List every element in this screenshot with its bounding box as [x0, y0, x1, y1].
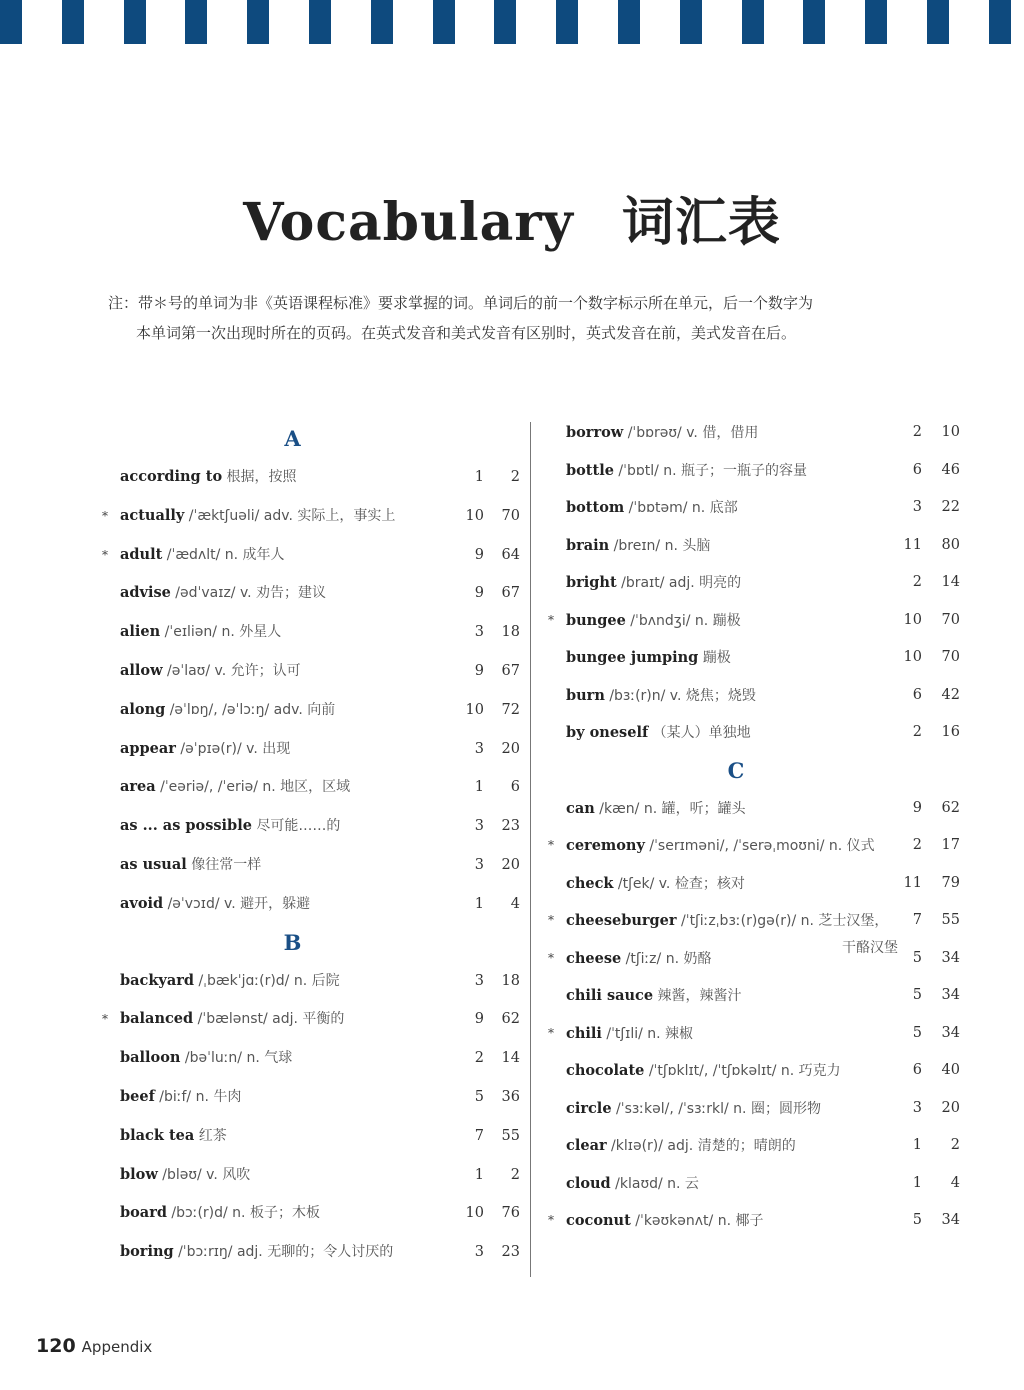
entry-definition: /bəˈluːn/ n. 气球: [180, 1050, 293, 1067]
star-marker: *: [102, 1012, 108, 1027]
entry-definition: 像往常一样: [186, 856, 262, 873]
entry-unit: 10: [903, 611, 922, 628]
star-marker: *: [548, 913, 554, 927]
entry-unit: 2: [912, 574, 922, 590]
vocab-entry: [100, 768, 525, 807]
entry-page: 14: [941, 574, 960, 590]
entry-word: ceremony: [566, 837, 645, 854]
vocab-entry: [546, 940, 966, 978]
vocab-entry: [546, 527, 966, 565]
entry-text: [566, 940, 711, 979]
stripe-block: [618, 0, 640, 44]
note-paragraph: [108, 288, 968, 348]
entry-definition: /tʃiːz/ n. 奶酪: [621, 950, 712, 967]
entry-page: 42: [941, 686, 960, 703]
vocab-entry: [546, 714, 966, 752]
entry-unit: 3: [474, 624, 484, 641]
page-title: [0, 180, 1024, 255]
entry-word: according to: [120, 468, 223, 485]
entry-page: 14: [501, 1050, 520, 1067]
vocab-column-right: [546, 414, 966, 1240]
footer-label: Appendix: [81, 1338, 153, 1356]
entry-text: [120, 458, 297, 497]
entry-unit: 2: [474, 1050, 484, 1067]
entry-text: [120, 885, 310, 924]
entry-definition: /braɪt/ adj. 明亮的: [616, 575, 742, 591]
entry-unit: 9: [474, 662, 484, 679]
entry-text: [566, 527, 710, 566]
entry-page: 72: [501, 701, 520, 718]
entry-word: bungee: [566, 611, 626, 629]
vocab-entry: [546, 1015, 966, 1053]
entry-definition: /əˈvɔɪd/ v. 避开，躲避: [163, 895, 311, 912]
entry-word: as ... as possible: [120, 817, 252, 835]
entry-word: brain: [566, 536, 610, 554]
vocab-entry: [546, 865, 966, 903]
entry-unit: 3: [474, 1244, 484, 1261]
vocab-entry: [546, 1052, 966, 1090]
entry-page: 34: [941, 1212, 960, 1228]
entry-unit: 10: [465, 701, 484, 718]
star-marker: *: [102, 508, 108, 523]
entry-definition: /ˈkəʊkənʌt/ n. 椰子: [630, 1213, 764, 1229]
entry-page: 70: [501, 507, 520, 524]
entry-page: 34: [941, 1024, 960, 1041]
entry-unit: 9: [474, 546, 484, 563]
section-letter: B: [283, 929, 302, 955]
entry-unit: 9: [474, 585, 484, 602]
entry-page: 10: [941, 424, 960, 440]
entry-text: [566, 977, 742, 1016]
entry-text: [566, 639, 731, 678]
entry-unit: 6: [912, 461, 922, 478]
entry-text: [120, 768, 350, 807]
entry-text: [120, 962, 340, 1001]
entry-word: actually: [120, 506, 185, 524]
stripe-block: [247, 0, 269, 44]
entry-word: beef: [120, 1087, 155, 1105]
entry-unit: 2: [912, 837, 922, 853]
stripe-block: [124, 0, 146, 44]
vocab-entry: [546, 1202, 966, 1240]
entry-page: 6: [510, 779, 520, 796]
vocab-entry: [100, 691, 525, 730]
entry-unit: 1: [912, 1137, 922, 1153]
entry-unit: 10: [465, 1205, 484, 1222]
entry-definition: /əˈpɪə(r)/ v. 出现: [175, 740, 291, 757]
entry-page: 2: [510, 1166, 520, 1183]
vocab-entry: [100, 574, 525, 613]
entry-page: 34: [941, 949, 960, 966]
entry-definition: /ˈbɒtl/ n. 瓶子；一瓶子的容量: [613, 462, 808, 479]
entry-page: 20: [501, 856, 520, 873]
entry-page: 2: [950, 1137, 960, 1153]
entry-unit: 7: [474, 1127, 484, 1144]
entry-text: [566, 790, 746, 829]
star-marker: *: [548, 1025, 554, 1040]
entry-unit: 6: [912, 1062, 922, 1078]
entry-page: 36: [501, 1088, 520, 1105]
entry-word: chili: [566, 1024, 602, 1042]
vocab-entry: [546, 977, 966, 1015]
entry-definition: /ˈbɒrəʊ/ v. 借，借用: [623, 425, 759, 441]
entry-definition: 红茶: [194, 1127, 227, 1144]
stripe-block: [680, 0, 702, 44]
entry-text: [120, 1117, 227, 1156]
entry-word: area: [120, 778, 156, 796]
entry-word: alien: [120, 623, 161, 641]
entry-text: [566, 865, 745, 904]
entry-definition: /bɔː(r)d/ n. 板子；木板: [166, 1205, 320, 1222]
entry-page: 20: [941, 1099, 960, 1116]
entry-unit: 1: [474, 469, 484, 485]
vocab-entry: [100, 1039, 525, 1078]
entry-unit: 9: [912, 799, 922, 816]
entry-unit: 3: [912, 1099, 922, 1116]
star-marker: *: [548, 612, 554, 627]
entry-definition: /ˈtʃiːzˌbɜː(r)gə(r)/ n. 芝士汉堡，: [676, 913, 889, 929]
entry-definition: /ədˈvaɪz/ v. 劝告；建议: [170, 585, 327, 602]
vocab-entry: [100, 730, 525, 769]
entry-text: [566, 602, 741, 641]
entry-definition: /ˈserɪməni/, /ˈserəˌmoʊni/ n. 仪式: [644, 838, 875, 854]
entry-page: 16: [941, 724, 960, 740]
page-number: 120: [36, 1335, 76, 1357]
vocab-entry: [100, 497, 525, 536]
stripe-block: [742, 0, 764, 44]
entry-page: 40: [941, 1062, 960, 1078]
entry-word: cloud: [566, 1174, 611, 1192]
stripe-block: [989, 0, 1011, 44]
stripe-block: [927, 0, 949, 44]
entry-word: coconut: [566, 1212, 631, 1229]
entry-text: [120, 730, 290, 769]
entry-page: 70: [941, 611, 960, 628]
entry-definition: /əˈlaʊ/ v. 允许；认可: [162, 662, 301, 679]
entry-definition: /ˈeɪliən/ n. 外星人: [160, 624, 282, 641]
entry-unit: 6: [912, 686, 922, 703]
entry-unit: 3: [474, 972, 484, 989]
entry-word: as usual: [120, 855, 187, 873]
vocab-entry: [100, 458, 525, 497]
vocab-entry: [546, 827, 966, 865]
entry-page: 23: [501, 1244, 520, 1261]
vocab-entry: [546, 564, 966, 602]
entry-word: advise: [120, 584, 171, 602]
vocab-entry: [546, 602, 966, 640]
star-marker: *: [548, 950, 554, 965]
entry-word: board: [120, 1204, 167, 1222]
entry-unit: 11: [903, 536, 922, 553]
entry-unit: 10: [465, 507, 484, 524]
entry-unit: 5: [912, 1024, 922, 1041]
vocab-entry: [100, 613, 525, 652]
vocab-entry: [100, 1000, 525, 1039]
entry-word: bungee jumping: [566, 649, 699, 666]
entry-text: [566, 489, 738, 528]
entry-text: [566, 1052, 841, 1091]
stripe-block: [185, 0, 207, 44]
entry-definition: /ˈtʃɒklɪt/, /ˈtʃɒkəlɪt/ n. 巧克力: [644, 1063, 841, 1079]
entry-definition: /ˈtʃɪli/ n. 辣椒: [601, 1025, 694, 1042]
entry-page: 23: [501, 818, 520, 835]
stripe-block: [371, 0, 393, 44]
star-marker: *: [102, 547, 108, 562]
entry-text: [120, 497, 395, 536]
entry-word: borrow: [566, 424, 624, 441]
entry-text: [120, 574, 326, 613]
entry-definition: /ˈæktʃuəli/ adv. 实际上，事实上: [184, 507, 396, 524]
entry-word: allow: [120, 661, 163, 679]
entry-word: can: [566, 799, 595, 817]
section-letter: C: [727, 757, 745, 783]
entry-word: black tea: [120, 1126, 195, 1144]
page-footer: [36, 1335, 152, 1357]
entry-word: balloon: [120, 1049, 181, 1067]
entry-word: bottle: [566, 461, 614, 479]
note-line-2: 本单词第一次出现时所在的页码。在英式发音和美式发音有区别时，英式发音在前，美式发音在后。: [136, 324, 797, 342]
entry-unit: 5: [474, 1088, 484, 1105]
entry-text: [566, 714, 751, 753]
section-letter: A: [284, 426, 301, 451]
entry-definition: /bɜː(r)n/ v. 烧焦；烧毁: [604, 687, 756, 704]
entry-definition: /kæn/ n. 罐，听；罐头: [594, 800, 746, 817]
entry-page: 76: [501, 1205, 520, 1222]
entry-page: 64: [501, 546, 520, 563]
vocab-entry: [546, 1090, 966, 1128]
entry-page: 17: [941, 837, 960, 853]
entry-page: 80: [941, 536, 960, 553]
vocab-entry: [100, 1078, 525, 1117]
entry-text: [566, 677, 756, 716]
column-divider: [530, 422, 531, 1277]
entry-page: 70: [941, 649, 960, 665]
entry-text: [566, 1165, 699, 1204]
entry-word: chili sauce: [566, 987, 654, 1004]
vocab-column-left: [100, 420, 525, 1272]
entry-definition: /əˈlɒŋ/, /əˈlɔːŋ/ adv. 向前: [165, 701, 336, 718]
entry-page: 55: [941, 912, 960, 928]
entry-text: [566, 902, 888, 941]
entry-unit: 1: [474, 895, 484, 912]
entry-definition: /ˈeəriə/, /ˈeriə/ n. 地区，区域: [155, 779, 351, 796]
vocab-entry: [100, 1233, 525, 1272]
entry-unit: 1: [474, 1166, 484, 1183]
entry-word: backyard: [120, 971, 195, 989]
stripe-block: [62, 0, 84, 44]
entry-definition: （某人）单独地: [648, 725, 751, 741]
stripe-block: [494, 0, 516, 44]
entry-definition: /klɪə(r)/ adj. 清楚的；晴朗的: [606, 1138, 796, 1154]
title-chinese: 词汇表: [621, 193, 781, 253]
entry-text: [120, 652, 301, 691]
vocab-entry: [546, 677, 966, 715]
star-marker: *: [548, 1213, 554, 1227]
entry-text: [120, 1039, 292, 1078]
entry-unit: 3: [474, 740, 484, 757]
stripe-block: [0, 0, 22, 44]
top-stripe-border: [0, 0, 1024, 44]
entry-text: [566, 1015, 693, 1054]
entry-text: [566, 452, 807, 491]
stripe-block: [865, 0, 887, 44]
entry-text: [566, 827, 875, 866]
entry-unit: 5: [912, 987, 922, 1003]
entry-page: 62: [941, 799, 960, 816]
entry-definition: 辣酱，辣酱汁: [653, 988, 742, 1004]
entry-definition-continued: 干酪汉堡: [842, 940, 898, 956]
entry-page: 46: [941, 461, 960, 478]
entry-word: cheeseburger: [566, 912, 677, 929]
entry-definition: /ˌbækˈjɑː(r)d/ n. 后院: [194, 972, 340, 989]
entry-page: 22: [941, 499, 960, 515]
vocab-entry: [100, 1117, 525, 1156]
vocab-entry: [546, 790, 966, 828]
entry-word: chocolate: [566, 1062, 645, 1079]
entry-unit: 11: [903, 874, 922, 891]
stripe-block: [433, 0, 455, 44]
entry-unit: 2: [912, 424, 922, 440]
entry-word: blow: [120, 1165, 158, 1183]
entry-word: burn: [566, 686, 605, 704]
entry-definition: /biːf/ n. 牛肉: [154, 1088, 242, 1105]
vocab-entry: [100, 652, 525, 691]
vocab-entry: [546, 452, 966, 490]
vocab-entry: [546, 414, 966, 452]
entry-page: 67: [501, 662, 520, 679]
entry-page: 62: [501, 1011, 520, 1028]
entry-text: [120, 846, 261, 885]
entry-word: bottom: [566, 499, 625, 516]
entry-word: cheese: [566, 949, 622, 967]
entry-definition: /ˈædʌlt/ n. 成年人: [162, 546, 285, 563]
entry-page: 18: [501, 624, 520, 641]
entry-definition: /ˈbʌndʒi/ n. 蹦极: [625, 612, 741, 629]
entry-word: circle: [566, 1099, 612, 1117]
entry-text: [120, 613, 281, 652]
entry-word: boring: [120, 1243, 174, 1261]
entry-unit: 3: [912, 499, 922, 515]
entry-text: [566, 564, 741, 603]
entry-unit: 5: [912, 949, 922, 966]
entry-word: adult: [120, 545, 163, 563]
entry-unit: 2: [912, 724, 922, 740]
vocab-entry: [100, 962, 525, 1001]
vocab-entry: [100, 536, 525, 575]
entry-definition: /bləʊ/ v. 风吹: [157, 1166, 251, 1183]
entry-unit: 3: [474, 818, 484, 835]
entry-text: [566, 1202, 764, 1241]
entry-page: 4: [950, 1174, 960, 1191]
entry-word: appear: [120, 739, 176, 757]
vocab-entry: [546, 639, 966, 677]
stripe-block: [556, 0, 578, 44]
entry-word: balanced: [120, 1010, 194, 1028]
entry-word: bright: [566, 574, 617, 591]
vocab-entry: [546, 1127, 966, 1165]
vocab-entry: [100, 1194, 525, 1233]
entry-unit: 7: [912, 912, 922, 928]
vocab-entry: [100, 1156, 525, 1195]
vocab-entry: [546, 489, 966, 527]
entry-unit: 9: [474, 1011, 484, 1028]
entry-text: [120, 807, 340, 846]
entry-text: [120, 536, 285, 575]
star-marker: *: [548, 838, 554, 852]
entry-definition: 尽可能……的: [251, 818, 341, 835]
entry-unit: 3: [474, 856, 484, 873]
entry-text: [566, 1127, 796, 1166]
entry-text: [120, 1078, 241, 1117]
entry-definition: /klaʊd/ n. 云: [610, 1175, 699, 1192]
entry-definition: 蹦极: [698, 650, 731, 666]
entry-page: 34: [941, 987, 960, 1003]
entry-word: check: [566, 874, 614, 892]
stripe-block: [309, 0, 331, 44]
entry-page: 18: [501, 972, 520, 989]
entry-definition: /ˈbælənst/ adj. 平衡的: [193, 1011, 345, 1028]
entry-page: 4: [510, 895, 520, 912]
vocab-entry: [546, 902, 966, 956]
entry-definition: /ˈsɜːkəl/, /ˈsɜːrkl/ n. 圈；圆形物: [611, 1100, 821, 1117]
entry-word: along: [120, 700, 166, 718]
entry-text: [120, 1194, 320, 1233]
entry-text: [120, 1233, 393, 1272]
entry-definition: /breɪn/ n. 头脑: [609, 537, 711, 554]
entry-page: 67: [501, 585, 520, 602]
entry-definition: /tʃek/ v. 检查；核对: [613, 875, 745, 892]
vocab-entry: [546, 1165, 966, 1203]
entry-word: clear: [566, 1137, 607, 1154]
entry-unit: 10: [903, 649, 922, 665]
stripe-block: [803, 0, 825, 44]
title-english: Vocabulary: [243, 192, 574, 253]
note-line-1: 注：带＊号的单词为非《英语课程标准》要求掌握的词。单词后的前一个数字标示所在单元，后一个数字为: [108, 294, 814, 312]
entry-page: 2: [510, 469, 520, 485]
entry-definition: 根据，按照: [222, 469, 297, 485]
vocab-entry: [100, 885, 525, 924]
entry-definition: /ˈbɒtəm/ n. 底部: [624, 500, 738, 516]
entry-definition: /ˈbɔːrɪŋ/ adj. 无聊的；令人讨厌的: [173, 1244, 394, 1261]
entry-unit: 5: [912, 1212, 922, 1228]
vocab-entry: [100, 807, 525, 846]
entry-word: by oneself: [566, 724, 649, 741]
entry-text: [566, 1090, 821, 1129]
entry-text: [566, 414, 758, 453]
entry-page: 79: [941, 874, 960, 891]
entry-page: 55: [501, 1127, 520, 1144]
vocab-entry: [100, 846, 525, 885]
entry-text: [120, 1156, 250, 1195]
entry-unit: 1: [912, 1174, 922, 1191]
entry-unit: 1: [474, 779, 484, 796]
entry-page: 20: [501, 740, 520, 757]
entry-word: avoid: [120, 894, 164, 912]
entry-text: [120, 1000, 344, 1039]
entry-text: [120, 691, 335, 730]
